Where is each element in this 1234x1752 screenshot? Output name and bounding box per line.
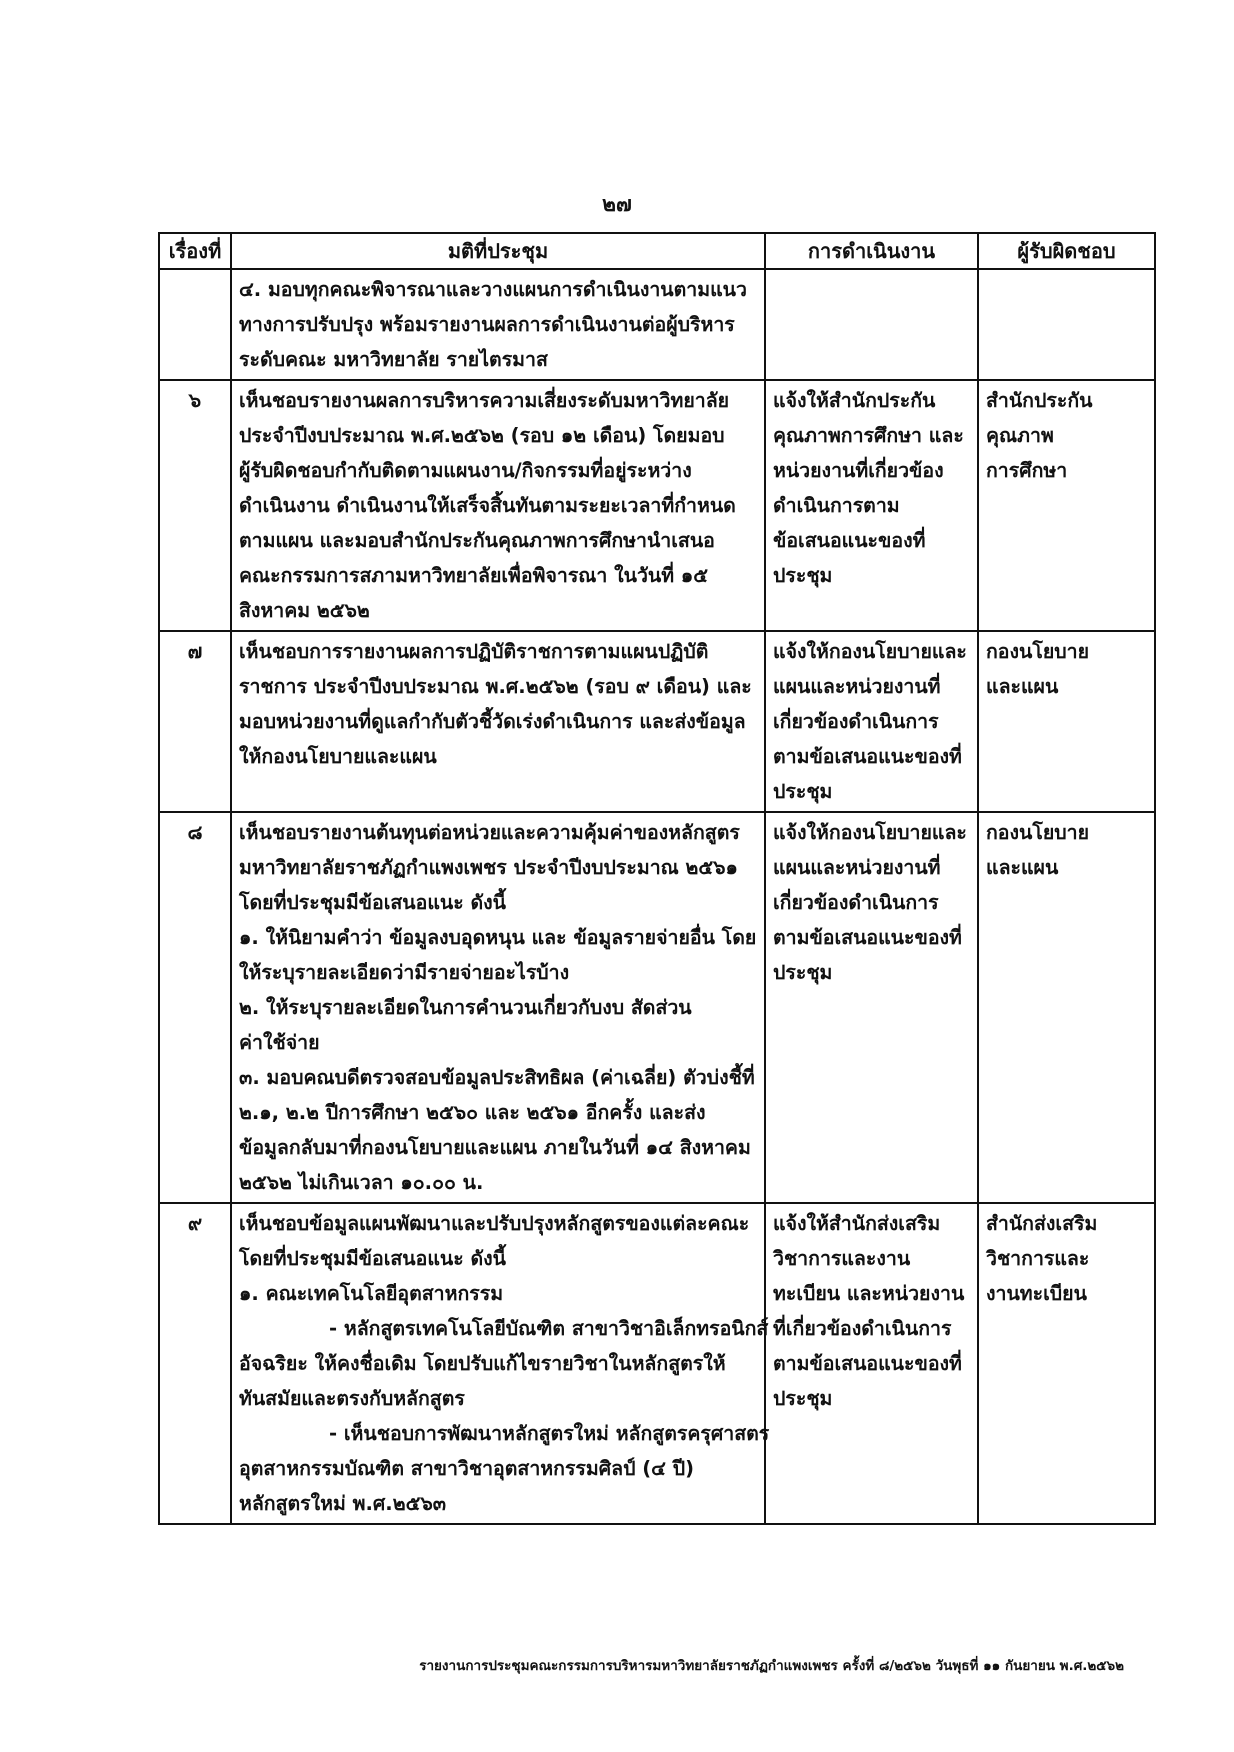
action-line: แจ้งให้สำนักส่งเสริม [773,1212,941,1235]
resolution-line: ราชการ ประจำปีงบประมาณ พ.ศ.๒๕๖๒ (รอบ ๙ เดือน) และ [239,675,752,698]
resolution-line: ข้อมูลกลับมาที่กองนโยบายและแผน ภายในวันที่ ๑๔ สิงหาคม [239,1136,751,1159]
action-line: แจ้งให้กองนโยบายและ [773,821,967,844]
resolution-line: อัจฉริยะ ให้คงชื่อเดิม โดยปรับแก้ไขรายวิชาในหลักสูตรให้ [239,1352,726,1375]
resolution-cell [231,380,765,631]
resolution-line: โดยที่ประชุมมีข้อเสนอแนะ ดังนี้ [239,1247,507,1270]
row-number: ๖ [159,380,231,631]
resolution-line: ระดับคณะ มหาวิทยาลัย รายไตรมาส [239,348,548,371]
responsible-line: การศึกษา [986,459,1068,482]
action-line: ประชุม [773,961,833,984]
action-line: ประชุม [773,780,833,803]
action-line: ข้อเสนอแนะของที่ [773,529,926,552]
action-cell [765,1203,978,1524]
action-line: แผนและหน่วยงานที่ [773,856,941,879]
action-line: เกี่ยวข้องดำเนินการ [773,891,939,914]
resolution-line: ๓. มอบคณบดีตรวจสอบข้อมูลประสิทธิผล (ค่าเฉลี่ย) ตัวบ่งชี้ที่ [239,1066,755,1089]
responsible-line: และแผน [986,675,1059,698]
resolution-line: ๔. มอบทุกคณะพิจารณาและวางแผนการดำเนินงานตามแนว [239,278,747,301]
responsible-line: และแผน [986,856,1059,879]
page-footer: รายงานการประชุมคณะกรรมการบริหารมหาวิทยาลัยราชภัฏกำแพงเพชร ครั้งที่ ๘/๒๕๖๒ วันพุธที่ ๑๑ กันยายน พ.ศ.๒๕๖๒ [419,1658,1124,1674]
action-line: วิชาการและงาน [773,1247,911,1270]
resolution-line: เห็นชอบข้อมูลแผนพัฒนาและปรับปรุงหลักสูตรของแต่ละคณะ [239,1212,750,1235]
minutes-table [158,232,1156,1525]
resolution-cell [231,1203,770,1524]
action-line: ตามข้อเสนอแนะของที่ [773,1352,962,1375]
responsible-cell [978,1203,1155,1524]
action-line: แจ้งให้กองนโยบายและ [773,640,967,663]
resolution-line: ๒.๑, ๒.๒ ปีการศึกษา ๒๕๖๐ และ ๒๕๖๑ อีกครั้ง และส่ง [239,1101,706,1124]
resolution-line: ให้กองนโยบายและแผน [239,745,437,768]
action-line: คุณภาพการศึกษา และ [773,424,964,447]
action-line: ที่เกี่ยวข้องดำเนินการ [773,1317,952,1340]
action-line: ตามข้อเสนอแนะของที่ [773,745,962,768]
resolution-line: - เห็นชอบการพัฒนาหลักสูตรใหม่ หลักสูตรครุศาสตร [329,1422,770,1445]
resolution-line: มหาวิทยาลัยราชภัฏกำแพงเพชร ประจำปีงบประมาณ ๒๕๖๑ [239,856,738,879]
row-number [159,269,231,380]
action-cell [765,631,978,812]
action-line: ทะเบียน และหน่วยงาน [773,1282,965,1305]
resolution-line: หลักสูตรใหม่ พ.ศ.๒๕๖๓ [239,1492,447,1515]
resolution-line: ๒๕๖๒ ไม่เกินเวลา ๑๐.๐๐ น. [239,1171,484,1194]
table-row [159,631,1155,812]
resolution-cell [231,812,765,1203]
resolution-line: ค่าใช้จ่าย [239,1031,320,1054]
table-row [159,1203,1155,1524]
resolution-line: เห็นชอบรายงานผลการบริหารความเสี่ยงระดับมหาวิทยาลัย [239,389,730,412]
responsible-cell [978,812,1155,1203]
resolution-line: - หลักสูตรเทคโนโลยีบัณฑิต สาขาวิชาอิเล็กทรอนิกส์ [329,1317,769,1340]
responsible-line: สำนักประกัน [986,389,1093,412]
responsible-line: งานทะเบียน [986,1282,1087,1305]
responsible-cell [978,631,1155,812]
action-cell [765,269,978,380]
resolution-line: ดำเนินงาน ดำเนินงานให้เสร็จสิ้นทันตามระยะเวลาที่กำหนด [239,494,736,517]
table-row [159,269,1155,380]
page-number: ๒๗ [602,192,632,216]
action-line: ตามข้อเสนอแนะของที่ [773,926,962,949]
resolution-line: ให้ระบุรายละเอียดว่ามีรายจ่ายอะไรบ้าง [239,961,570,984]
row-number: ๗ [159,631,231,812]
resolution-line: ตามแผน และมอบสำนักประกันคุณภาพการศึกษานำเสนอ [239,529,715,552]
responsible-line: กองนโยบาย [986,821,1090,844]
resolution-line: ทางการปรับปรุง พร้อมรายงานผลการดำเนินงานต่อผู้บริหาร [239,313,735,336]
header-responsible: ผู้รับผิดชอบ [978,233,1155,269]
action-line: แจ้งให้สำนักประกัน [773,389,936,412]
resolution-line: อุตสาหกรรมบัณฑิต สาขาวิชาอุตสาหกรรมศิลป์ (๔ ปี) [239,1457,694,1480]
resolution-line: ทันสมัยและตรงกับหลักสูตร [239,1387,465,1410]
responsible-line: สำนักส่งเสริม [986,1212,1098,1235]
resolution-line: เห็นชอบรายงานต้นทุนต่อหน่วยและความคุ้มค่าของหลักสูตร [239,821,740,844]
action-line: เกี่ยวข้องดำเนินการ [773,710,939,733]
action-line: ประชุม [773,564,833,587]
resolution-line: ๑. คณะเทคโนโลยีอุตสาหกรรม [239,1282,504,1305]
resolution-line: มอบหน่วยงานที่ดูแลกำกับตัวชี้วัดเร่งดำเนินการ และส่งข้อมูล [239,710,746,733]
header-no: เรื่องที่ [159,233,231,269]
action-cell [765,380,978,631]
responsible-cell [978,380,1155,631]
row-number: ๙ [159,1203,231,1524]
resolution-line: โดยที่ประชุมมีข้อเสนอแนะ ดังนี้ [239,891,507,914]
header-action: การดำเนินงาน [765,233,978,269]
resolution-line: ๒. ให้ระบุรายละเอียดในการคำนวนเกี่ยวกับงบ สัดส่วน [239,996,692,1019]
action-line: ประชุม [773,1387,833,1410]
responsible-cell [978,269,1155,380]
action-line: แผนและหน่วยงานที่ [773,675,941,698]
resolution-cell [231,269,765,380]
header-row [159,233,1155,269]
resolution-line: ๑. ให้นิยามคำว่า ข้อมูลงบอุดหนุน และ ข้อมูลรายจ่ายอื่น โดย [239,926,757,949]
resolution-line: เห็นชอบการรายงานผลการปฏิบัติราชการตามแผนปฏิบัติ [239,640,709,663]
table-row [159,380,1155,631]
action-line: ดำเนินการตาม [773,494,900,517]
resolution-cell [231,631,765,812]
responsible-line: คุณภาพ [986,424,1054,447]
row-number: ๘ [159,812,231,1203]
resolution-line: ผู้รับผิดชอบกำกับติดตามแผนงาน/กิจกรรมที่อยู่ระหว่าง [239,459,692,482]
resolution-line: คณะกรรมการสภามหาวิทยาลัยเพื่อพิจารณา ในวันที่ ๑๕ [239,564,709,587]
header-resolution: มติที่ประชุม [231,233,765,269]
resolution-line: สิงหาคม ๒๕๖๒ [239,599,370,622]
action-cell [765,812,978,1203]
action-line: หน่วยงานที่เกี่ยวข้อง [773,459,944,482]
responsible-line: วิชาการและ [986,1247,1090,1270]
responsible-line: กองนโยบาย [986,640,1090,663]
table-row [159,812,1155,1203]
resolution-line: ประจำปีงบประมาณ พ.ศ.๒๕๖๒ (รอบ ๑๒ เดือน) โดยมอบ [239,424,725,447]
